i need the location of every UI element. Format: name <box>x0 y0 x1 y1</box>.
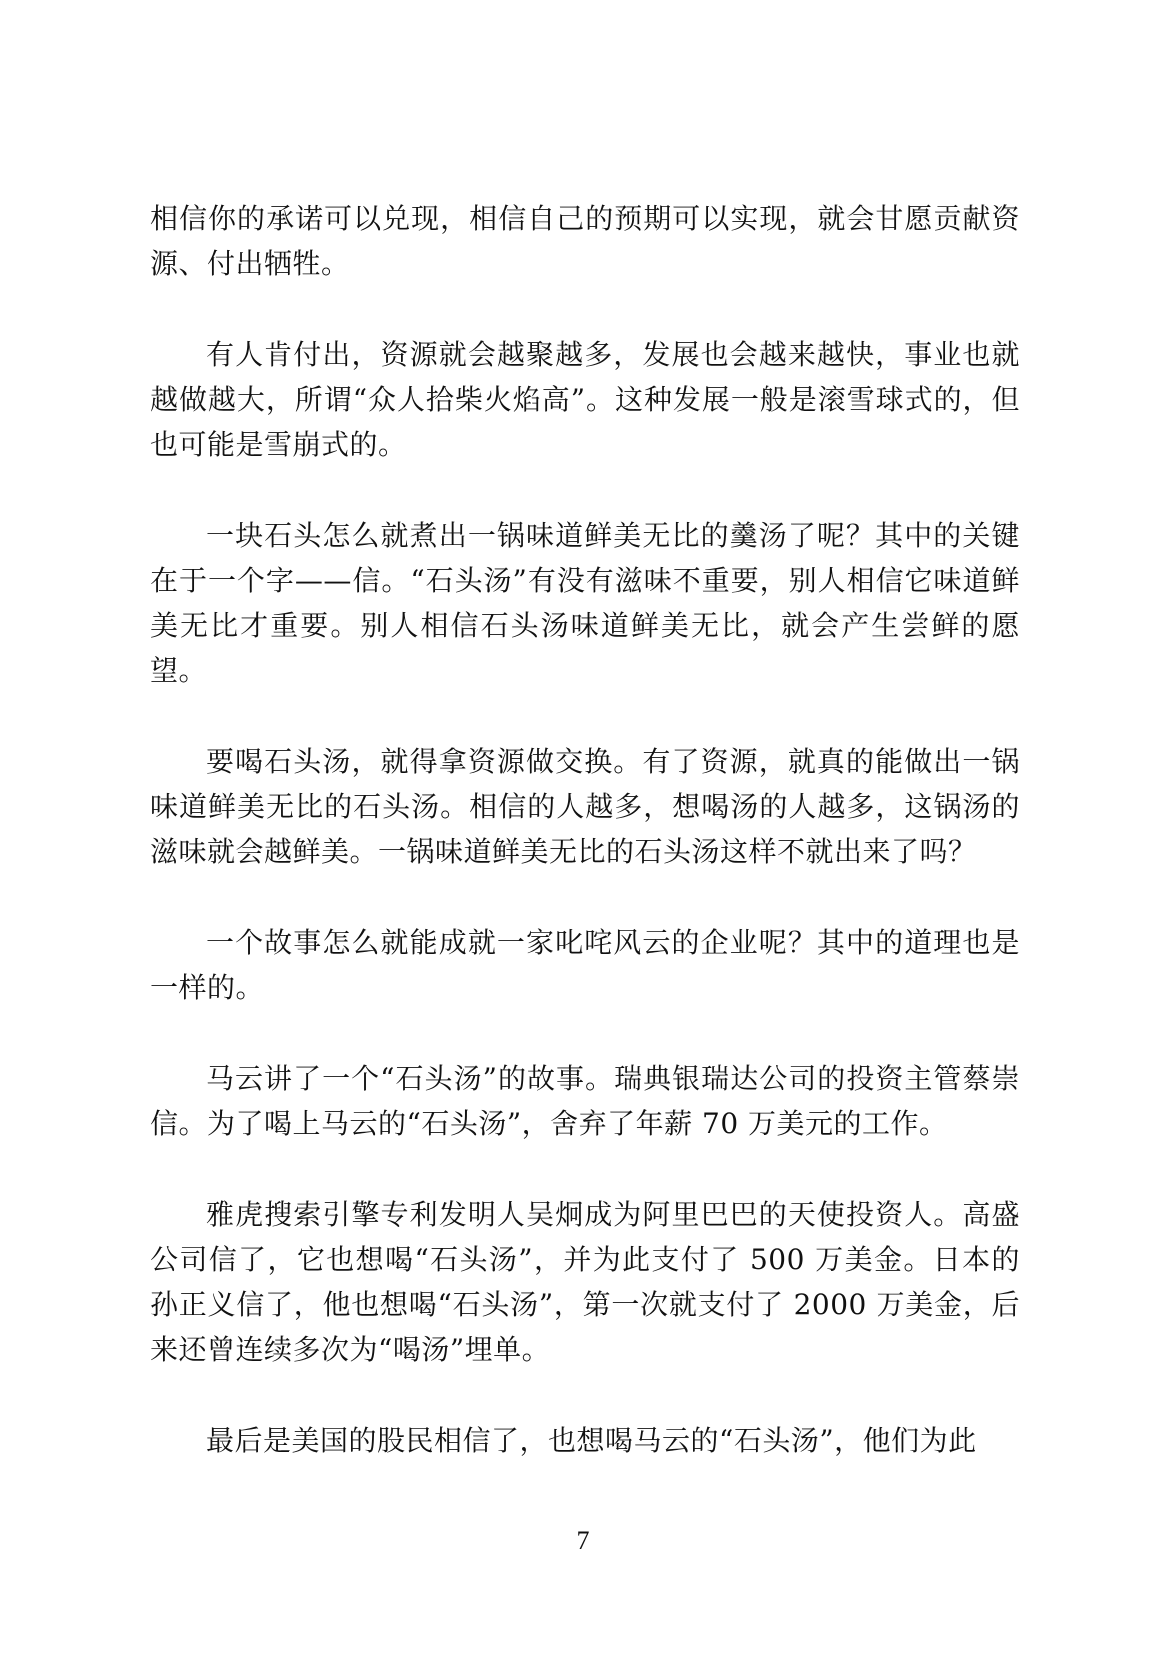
paragraph: 一个故事怎么就能成就一家叱咤风云的企业呢？其中的道理也是一样的。 <box>150 926 1020 1004</box>
paragraph: 要喝石头汤，就得拿资源做交换。有了资源，就真的能做出一锅味道鲜美无比的石头汤。相信的人越多，想喝汤的人越多，这锅汤的滋味就会越鲜美。一锅味道鲜美无比的石头汤这样不就出来了吗？ <box>150 745 1020 868</box>
paragraph: 马云讲了一个“石头汤”的故事。瑞典银瑞达公司的投资主管蔡崇信。为了喝上马云的“石头汤”，舍弃了年薪 70 万美元的工作。 <box>150 1062 1020 1140</box>
page-number: 7 <box>576 1526 590 1555</box>
paragraph: 一块石头怎么就煮出一锅味道鲜美无比的羹汤了呢？其中的关键在于一个字——信。“石头汤”有没有滋味不重要，别人相信它味道鲜美无比才重要。别人相信石头汤味道鲜美无比，就会产生尝鲜的愿望。 <box>150 519 1020 687</box>
paragraph: 相信你的承诺可以兑现，相信自己的预期可以实现，就会甘愿贡献资源、付出牺牲。 <box>150 202 1020 280</box>
paragraph: 有人肯付出，资源就会越聚越多，发展也会越来越快，事业也就越做越大，所谓“众人拾柴火焰高”。这种发展一般是滚雪球式的，但也可能是雪崩式的。 <box>150 338 1020 461</box>
body-text <box>150 196 1020 1509</box>
paragraph: 雅虎搜索引擎专利发明人吴炯成为阿里巴巴的天使投资人。高盛公司信了，它也想喝“石头汤”，并为此支付了 500 万美金。日本的孙正义信了，他也想喝“石头汤”，第一次就支付了 2000 万美金，后来还曾连续多次为“喝汤”埋单。 <box>150 1198 1020 1366</box>
paragraph: 最后是美国的股民相信了，也想喝马云的“石头汤”，他们为此 <box>206 1424 977 1457</box>
